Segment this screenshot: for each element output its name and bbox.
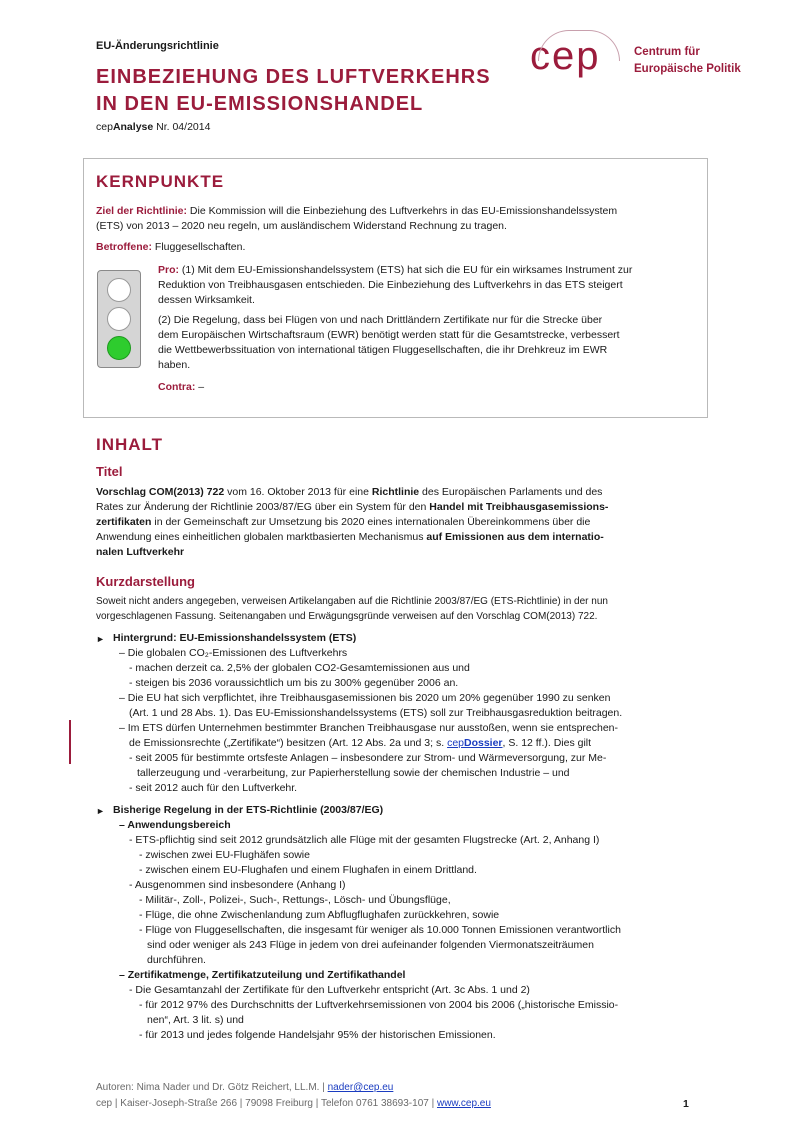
bullet-triangle-icon-2: ► [96,806,105,816]
titel-l1-text: vom 16. Oktober 2013 für eine [224,486,372,498]
dossier-label: Dossier [464,737,503,749]
title-line-2: IN DEN EU-EMISSIONSHANDEL [96,93,424,115]
traffic-light-green-lamp [107,336,131,360]
contra-label: Contra: [158,381,196,393]
footer-address [96,1098,491,1109]
sec1-heading: Hintergrund: EU-Emissionshandelssystem (ETS) [113,632,357,644]
kurz-intro [96,594,696,624]
contra-text: – [195,381,205,393]
sub-a-line-5: - Militär-, Zoll-, Polizei-, Such-, Rettungs-, Lösch- und Übungsflüge, [139,894,451,906]
footer-authors [96,1082,393,1093]
logo-name [634,44,741,78]
sec2-heading: Bisherige Regelung in der ETS-Richtlinie (2003/87/EG) [113,804,384,816]
sub-b-heading: – Zertifikatmenge, Zertifikatzuteilung und Zertifikathandel [119,969,406,981]
sec1-line-6: – Im ETS dürfen Unternehmen bestimmter Branchen Treibhausgase nur ausstoßen, wenn sie entsprechen- [119,722,619,734]
sec1-body [113,646,693,796]
traffic-light-icon [97,270,141,368]
sub-a-line-9: durchführen. [147,954,206,966]
dossier-prefix: cep [447,737,464,749]
pro1-line-2: Reduktion von Treibhausgasen entschieden. Die Einbeziehung des Luftverkehrs in das ETS steigert [158,279,623,291]
titel-paragraph [96,485,690,560]
titel-l3-bold: zertifikaten [96,516,152,528]
sub-a-line-3: - zwischen einem EU-Flughafen und einem Flughafen in einem Drittland. [139,864,477,876]
titel-l2-text: Rates zur Änderung der Richtlinie 2003/87/EG über ein System für den [96,501,430,513]
sec1-line-4: – Die EU hat sich verpflichtet, ihre Treibhausgasemissionen bis 2020 um 20% gegenüber 1990 zu senken [119,692,611,704]
sec1-line-9: tallerzeugung und -verarbeitung, zur Papierherstellung sowie der chemischen Industrie – und [137,767,570,779]
sec1-line-10: - seit 2012 auch für den Luftverkehr. [129,782,298,794]
titel-heading: Titel [96,464,123,479]
sub-a-line-8: sind oder weniger als 243 Flüge in jedem von drei aufeinander folgenden Viermonatszeiträumen [147,939,594,951]
betroffene-text: Fluggesellschaften. [152,241,246,253]
inhalt-title: INHALT [96,435,164,454]
ziel-label: Ziel der Richtlinie: [96,205,188,217]
titel-l3-text: in der Gemeinschaft zur Umsetzung bis 2020 eines internationalen Übereinkommens über die [151,516,591,528]
ziel-paragraph [96,204,696,234]
ziel-text-2: (ETS) von 2013 – 2020 neu regeln, um ausländischem Widerstand Rechnung zu tragen. [96,220,507,232]
sub-b-line-3: nen“, Art. 3 lit. s) und [147,1014,244,1026]
traffic-light-top-lamp [107,278,131,302]
sub-b-line-2: - für 2012 97% des Durchschnitts der Luftverkehrsemissionen von 2004 bis 2006 („historische Emissio- [139,999,619,1011]
sub-a-body [129,833,699,968]
kurz-intro-line-2: vorgeschlagenen Fassung. Seitenangaben und Erwägungsgründe verweisen auf den Vorschlag COM(2013) 722. [96,611,598,622]
pro-label: Pro: [158,264,179,276]
series-line [96,121,210,133]
betroffene-label: Betroffene: [96,241,153,253]
series-number: Nr. 04/2014 [153,121,211,133]
series-bold: Analyse [112,121,154,133]
sub-a-line-7: - Flüge von Fluggesellschaften, die insgesamt für weniger als 10.000 Tonnen Emissionen verantwortlich [139,924,621,936]
footer-authors-text: Autoren: Nima Nader und Dr. Götz Reichert, LL.M. | [96,1082,328,1093]
sub-a-line-4: - Ausgenommen sind insbesondere (Anhang I) [129,879,346,891]
kernpunkte-title: KERNPUNKTE [96,172,225,191]
sub-b-body [129,983,699,1043]
series-prefix: cep [96,121,113,133]
logo-name-line-2: Europäische Politik [634,63,741,75]
margin-marker [69,720,71,764]
pro-paragraph-1 [158,263,698,308]
sec1-line-7: de Emissionsrechte („Zertifikate“) besitzen (Art. 12 Abs. 2a und 3; s. [129,737,448,749]
pro2-line-4: haben. [158,359,191,371]
logo-arc-icon [538,30,620,61]
contra-paragraph [158,380,204,395]
betroffene-paragraph [96,240,245,255]
kurzdarstellung-heading: Kurzdarstellung [96,574,195,589]
cep-logo [530,34,741,78]
title-line-1: EINBEZIEHUNG DES LUFTVERKEHRS [96,66,491,88]
logo-name-line-1: Centrum für [634,46,700,58]
page-number: 1 [683,1098,689,1110]
sec1-line-3: - steigen bis 2036 voraussichtlich um bis zu 300% gegenüber 2006 an. [129,677,459,689]
sec1-line-2: - machen derzeit ca. 2,5% der globalen CO2-Gesamtemissionen aus und [129,662,470,674]
kurz-intro-line-1: Soweit nicht anders angegeben, verweisen Artikelangaben auf die Richtlinie 2003/87/EG (ETS-Richtlinie) in der nun [96,596,608,607]
sec1-line-7-end: , S. 12 ff.). Dies gilt [502,737,592,749]
sec1-line-8: - seit 2005 für bestimmte ortsfeste Anlagen – insbesondere zur Strom- und Wärmeversorgung, zur Me- [129,752,607,764]
titel-l2-bold: Handel mit Treibhausgasemissions- [429,501,609,513]
bullet-triangle-icon: ► [96,634,105,644]
traffic-light-middle-lamp [107,307,131,331]
titel-l4-bold: auf Emissionen aus dem internatio- [426,531,604,543]
logo-mark: cep [530,34,601,78]
titel-l5-bold: nalen Luftverkehr [96,546,185,558]
titel-l1-bold2: Richtlinie [371,486,420,498]
pro-paragraph-2 [158,313,698,373]
titel-l4-text: Anwendung eines einheitlichen globalen marktbasierten Mechanismus [96,531,427,543]
sec1-line-1: – Die globalen CO₂-Emissionen des Luftverkehrs [119,647,348,659]
document-kicker: EU-Änderungsrichtlinie [96,40,219,52]
pro2-line-1: (2) Die Regelung, dass bei Flügen von und nach Drittländern Zertifikate nur für die Strecke über [158,314,603,326]
ziel-text: Die Kommission will die Einbeziehung des Luftverkehrs in das EU-Emissionshandelssystem [187,205,618,217]
footer-address-text: cep | Kaiser-Joseph-Straße 266 | 79098 Freiburg | Telefon 0761 38693-107 | [96,1098,437,1109]
pro1-line-3: dessen Wirksamkeit. [158,294,255,306]
footer-web-link[interactable]: www.cep.eu [436,1098,491,1109]
sec1-line-5: (Art. 1 und 28 Abs. 1). Das EU-Emissionshandelssystems (ETS) soll zur Treibhausgasreduktion beitragen. [129,707,623,719]
sub-b-line-4: - für 2013 und jedes folgende Handelsjahr 95% der historischen Emissionen. [139,1029,496,1041]
footer-email-link[interactable]: nader@cep.eu [327,1082,394,1093]
sub-a-line-6: - Flüge, die ohne Zwischenlandung zum Abflugflughafen zurückkehren, sowie [139,909,500,921]
cep-dossier-link[interactable] [447,737,502,749]
sub-b-line-1: - Die Gesamtanzahl der Zertifikate für den Luftverkehr entspricht (Art. 3c Abs. 1 und 2) [129,984,530,996]
sub-a-heading: – Anwendungsbereich [119,819,231,831]
pro1-line-1: (1) Mit dem EU-Emissionshandelssystem (ETS) hat sich die EU für ein wirksames Instrument zur [179,264,633,276]
pro2-line-3: die Wettbewerbssituation von international tätigen Fluggesellschaften, die ihr Drehkreuz im EWR [158,344,608,356]
document-title [96,64,491,118]
titel-l1-bold: Vorschlag COM(2013) 722 [96,486,225,498]
pro2-line-2: dem Europäischen Wirtschaftsraum (EWR) benötigt werden statt für die Gesamtstrecke, verbessert [158,329,620,341]
sub-a-line-1: - ETS-pflichtig sind seit 2012 grundsätzlich alle Flüge mit der gesamten Flugstrecke (Art. 2, Anhang I) [129,834,600,846]
titel-l1-text2: des Europäischen Parlaments und des [419,486,603,498]
sub-a-line-2: - zwischen zwei EU-Flughäfen sowie [139,849,310,861]
